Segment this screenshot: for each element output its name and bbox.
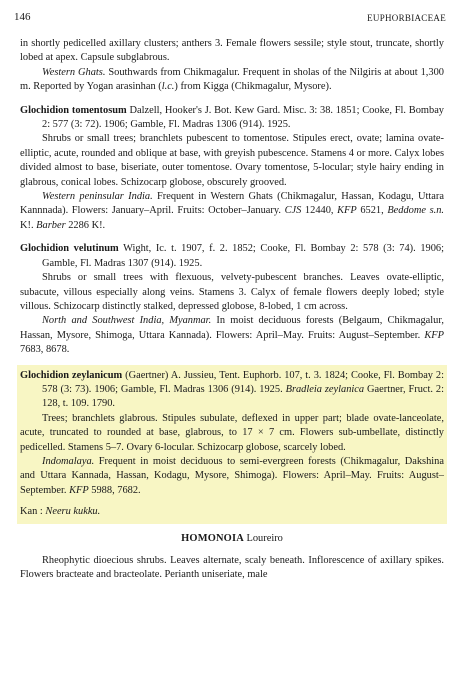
distribution-region: North and Southwest India, Myanmar. — [42, 315, 212, 327]
vernacular-name — [20, 505, 444, 519]
page-body — [20, 37, 444, 583]
synonym-name: Bradleia zeylanica — [285, 383, 365, 395]
species-name: Glochidion velutinum — [20, 243, 119, 255]
distribution-text: Frequent in moist deciduous to semi-evergreen forests (Chikmagalur, Dakshina and Uttara Kannada, Hassan, Kodagu, Mysore, Shimoga). Flowers: April–May. Fruits: August–September. — [20, 455, 444, 496]
species-entry-zeylanicum-highlighted — [17, 365, 447, 524]
distribution-region: Western peninsular India. — [42, 191, 153, 203]
specimen-collector: CJS — [284, 205, 302, 217]
species-authority: (Gaertner) A. Jussieu, Tent. Euphorb. 107, t. 3. 1824; Cooke, Fl. Bombay 2: 578 (3: 73). 1906; Gamble, Fl. Madras 1306 (914). 1925. — [42, 369, 444, 395]
continued-distribution — [20, 66, 444, 95]
species-heading — [20, 104, 444, 133]
specimen-number: 6521, — [356, 205, 388, 217]
distribution-region: Western Ghats. — [42, 66, 106, 78]
page-number: 146 — [14, 11, 31, 23]
genus-description: Rheophytic dioecious shrubs. Leaves alternate, scaly beneath. Inflorescence of axillary spikes. Flowers bracteate and bracteolate. Perianth uniseriate, male — [20, 555, 444, 581]
species-heading — [20, 369, 444, 412]
species-name: Glochidion tomentosum — [20, 104, 127, 116]
specimen-herbarium: K!. — [20, 219, 37, 231]
species-distribution — [20, 314, 444, 357]
specimen-collector: KFP — [337, 205, 357, 217]
vernacular-label: Kan : — [20, 506, 46, 518]
specimen-collector: KFP — [69, 484, 89, 496]
species-authority: Wight, Ic. t. 1907, f. 2. 1852; Cooke, Fl. Bombay 2: 578 (3: 74). 1906; Gamble, Fl. Madras 1307 (914). 1925. — [42, 243, 444, 269]
vernacular-value: Neeru kukku. — [45, 506, 101, 518]
species-description: Shrubs or small trees; branchlets pubescent to tomentose. Stipules erect, ovate; lamina ovate-elliptic, acute, rounded and oblique at base, with greyish pubescence. Stamens 4 or more. Calyx lobes divided almost to base, biseriate, outer tomentose. Ovary tomentose, 5-locular; style hairy ending in glabrous, conical lobes. Schizocarp globose, obscurely grooved. — [20, 133, 444, 188]
specimen-collector: Beddome s.n. — [387, 205, 445, 217]
genus-authority: Loureiro — [243, 532, 283, 544]
specimen-collector: KFP — [424, 329, 444, 341]
species-distribution — [20, 190, 444, 233]
distribution-text: Southwards from Chikmagalur. Frequent in sholas of the Nilgiris at about 1,300 m. Reported by Yogan arasinhan ( — [20, 66, 444, 93]
continued-description — [20, 37, 444, 66]
genus-name: HOMONOIA — [181, 532, 244, 544]
species-authority: Dalzell, Hooker's J. Bot. Kew Gard. Misc. 3: 38. 1851; Cooke, Fl. Bombay 2: 577 (3: 72). 1906; Gamble, Fl. Madras 1306 (914). 1925. — [42, 104, 444, 131]
species-entry-tomentosum — [20, 104, 444, 234]
specimen-number: 12440, — [301, 205, 338, 217]
synonym-citation: Gaertner, Fruct. 2: 128, t. 109. 1790. — [42, 383, 445, 410]
distribution-region: Indomalaya. — [42, 455, 95, 467]
species-name: Glochidion zeylanicum — [20, 369, 123, 381]
genus-heading — [20, 532, 444, 546]
species-heading — [20, 242, 444, 271]
specimen-number: 2286 K!. — [65, 219, 106, 231]
page-header — [14, 10, 446, 26]
running-head: EUPHORBIACEAE — [367, 13, 446, 23]
specimen-number: 5988, 7682. — [88, 484, 141, 496]
specimen-number: 7683, 8678. — [20, 344, 70, 356]
species-description: Shrubs or small trees with flexuous, velvety-pubescent branches. Leaves ovate-elliptic, subacute, villous especially along veins. Stamens 3. Calyx of female flowers deeply lobed; style villous. Schizocarp distinctly stalked, depressed globose, 8-lobed, 1 cm across. — [20, 272, 444, 312]
continued-description-line1: in shortly pedicelled axillary clusters; anthers 3. Female flowers sessile; style — [20, 38, 347, 49]
species-entry-velutinum — [20, 242, 444, 357]
continued-description-line2: stout, truncate, shortly lobed at apex. Capsule subglabrous. — [20, 38, 444, 64]
specimen-collector: Barber — [36, 219, 66, 231]
distribution-text-end: ) from Kigga (Chikmagalur, Mysore). — [174, 81, 332, 93]
distribution-text: In moist deciduous forests (Belgaum, Chikmagalur, Hassan, Mysore, Shimoga, Uttara Kannada). Flowers: April–May. Fruits: August–September. — [20, 315, 444, 341]
loc-cit: l.c. — [161, 81, 175, 93]
species-description: Trees; branchlets glabrous. Stipules subulate, deflexed in upper part; blade ovate-lanceolate, acute, truncated to rounded at base, glabrous, to 17 × 7 cm. Flowers sub-umbellate, distinctly pedicelled. Stamens 5–7. Ovary 6-locular. Schizocarp globose, scarcely lobed. — [20, 412, 444, 453]
species-distribution — [20, 455, 444, 498]
distribution-text: Frequent in Western Ghats (Chikmagalur, Hassan, Kodagu, Uttara Kannnada). Flowers: January–April. Fruits: October–January. — [20, 191, 444, 217]
